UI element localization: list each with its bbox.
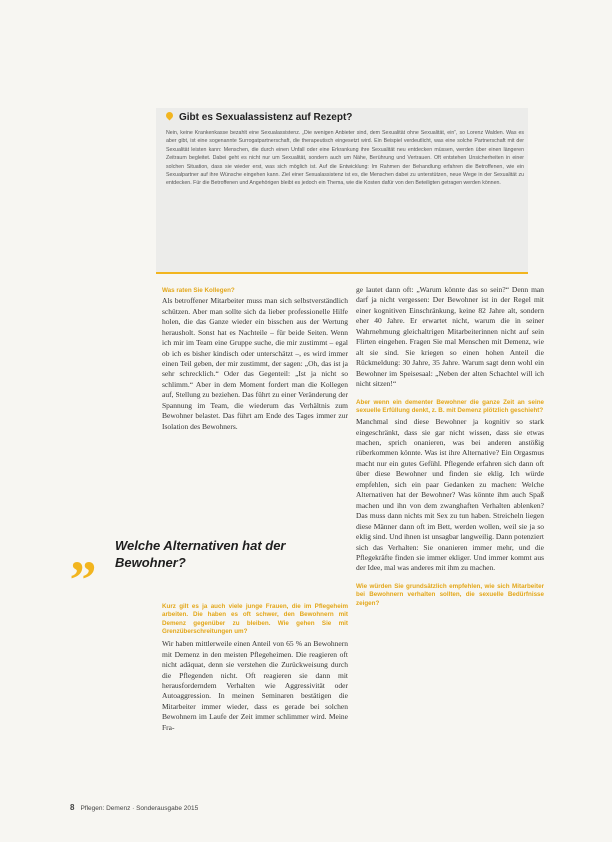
info-box bbox=[156, 108, 528, 274]
interview-question: Wie würden Sie grundsätzlich empfehlen, wie sich Mitarbeiter bei Bewohnern verhalten sollten, die sexuelle Bedürfnisse zeigen? bbox=[356, 582, 544, 607]
interview-question: Aber wenn ein dementer Bewohner die ganze Zeit an seine sexuelle Erfüllung denkt, z. B. mit Demenz plötzlich geschieht? bbox=[356, 398, 544, 414]
left-column-bottom bbox=[162, 603, 348, 733]
pull-quote: Welche Alternativen hat der Bewohner? bbox=[115, 538, 286, 570]
right-column bbox=[356, 285, 544, 610]
interview-answer: Manchmal sind diese Bewohner ja kognitiv so stark eingeschränkt, dass sie gar nicht wissen, dass sie etwas machen, sprich onanieren, was bei anderen anstößig rüberkommen könnte. Was ist ihre Alternative? Ein Orgasmus macht nur ein gutes Gefühl. Pflegende erfahren sich dann oft über diese Bewohner und finden sie eklig. Ich würde empfehlen, sich ein paar Gedanken zu machen: Welche Alternativen hat der Bewohner? Was könnte ihm auch Spaß machen und ihn von dem zwanghaften Verhalten ablenken? Das muss dann nichts mit Sex zu tun haben. Streicheln liegen diese Männer dann oft im Bett, werden wollen, weil sie ja so eklig sind. Und ihnen ist unsagbar langweilig. Dann potenziert sich das Verhalten: Sie onanieren immer mehr, und die Pflegekräfte finden sie immer ekliger. Und immer kommt aus der Idee, mal was anderes mit ihm zu machen. bbox=[356, 417, 544, 573]
quote-marks-icon: „ bbox=[70, 522, 97, 582]
interview-answer: Wir haben mittlerweile einen Anteil von 65 % an Bewohnern mit Demenz in den meisten Pflegeheimen. Die reagieren oft nicht adäquat, denn sie verstehen die Zurückweisung durch die Pflegenden nicht. Oft reagieren sie dann mit herausforderndem Verhalten wie Aggressivität oder Autoaggression. In meinen Seminaren bestätigen die Mitarbeiter immer wieder, dass es gerade bei solchen Bewohnern im Laufe der Zeit immer schlimmer wird. Meine Fra- bbox=[162, 639, 348, 732]
info-box-body: Nein, keine Krankenkasse bezahlt eine Sexualassistenz. „Die wenigen Anbieter sind, dem Sexualität ohne Sexualität, ein“, so Lorenz Walden. Was es aber gibt, ist eine sogenannte Surrogatpartnerschaft, die therapeutisch eingesetzt wird. Ein Beispiel verdeutlicht, was eine solche Partnerschaft mit der Sexualität leisten kann: Menschen, die durch einen Unfall oder eine Erkrankung ihre Sexualität neu entdecken müssen, werden über einen längeren Zeitraum begleitet. Dabei geht es nicht nur um Sexualität, sondern auch um Nähe, Berührung und Vertrauen. Oft entstehen Unsicherheiten in einer solchen Situation, dass sie wieder erst, was sich möglich ist. Auf die Entwicklung: Im Rahmen der Behandlung erfahren die Betroffenen, wie ein Sexualpartner auf ihre Wünsche eingehen kann. Ziel einer Sexualassistenz ist es, die Menschen dabei zu unterstützen, neue Wege in der Sexualität zu entdecken. Für die Betroffenen und Angehörigen bleibt es jedoch ein Thema, wie die Kosten dafür von den Beteiligten getragen werden können. bbox=[166, 130, 524, 187]
interview-answer: ge lautet dann oft: „Warum könnte das so sein?“ Denn man darf ja nicht vergessen: Der Bewohner ist in der Regel mit einer kognitiven Einschränkung, keine 82 Jahre alt, sondern eher 40 Jahre. Er erwartet nicht, warum die in seiner Wahrnehmung gleichaltrigen Mitarbeiterinnen nicht auf sein Flirten eingehen. Fragen Sie mal Menschen mit Demenz, wie alt sie sind. Sie kriegen so einen hohen Anteil die Rückmeldung: 30 Jahre, 35 Jahre. Warum sagt denn wohl ein Bewohner im Speisesaal: „Neben der alten Schachtel will ich nicht sitzen!“ bbox=[356, 285, 544, 389]
location-pin-icon bbox=[165, 111, 175, 121]
left-column-top bbox=[162, 287, 348, 432]
page-footer bbox=[70, 803, 198, 812]
interview-question: Was raten Sie Kollegen? bbox=[162, 287, 235, 294]
page-number: 8 bbox=[70, 803, 75, 812]
interview-question: Kurz gilt es ja auch viele junge Frauen, die im Pflegeheim arbeiten. Die haben es oft schwer, den Bewohnern mit Demenz gegenüber zu bleiben. Wie gehen Sie mit Grenzüberschreitungen um? bbox=[162, 603, 348, 635]
info-box-title bbox=[166, 112, 352, 123]
interview-answer: Als betroffener Mitarbeiter muss man sich selbstverständlich schützen. Aber man sollte sich da lieber professionelle Hilfe holen, die das Ganze wieder ein bisschen aus der Wertung herausholt. Sonst hat es Nachteile – für beide Seiten. Wenn ich mir im Team eine Gruppe suche, die mir zustimmt – egal ob ich es bisher kindisch oder unterschätzt –, es wird immer einen Teil geben, der mir zustimmt, der sagen: „Oh, das ist ja sehr schrecklich.“ Oder das Gegenteil: „Ist ja nicht so schlimm.“ Aber in dem Moment fordert man die Kollegen auf, Stellung zu beziehen. Das führt zu einer Veränderung der Spannung im Team, die wiederum das Verhältnis zum Bewohner belastet. Das führt am Ende des Tages immer zur Isolation des Bewohners. bbox=[162, 296, 348, 431]
publication-name: Pflegen: Demenz · Sonderausgabe 2015 bbox=[80, 805, 199, 812]
info-box-title-text: Gibt es Sexualassistenz auf Rezept? bbox=[179, 112, 353, 123]
